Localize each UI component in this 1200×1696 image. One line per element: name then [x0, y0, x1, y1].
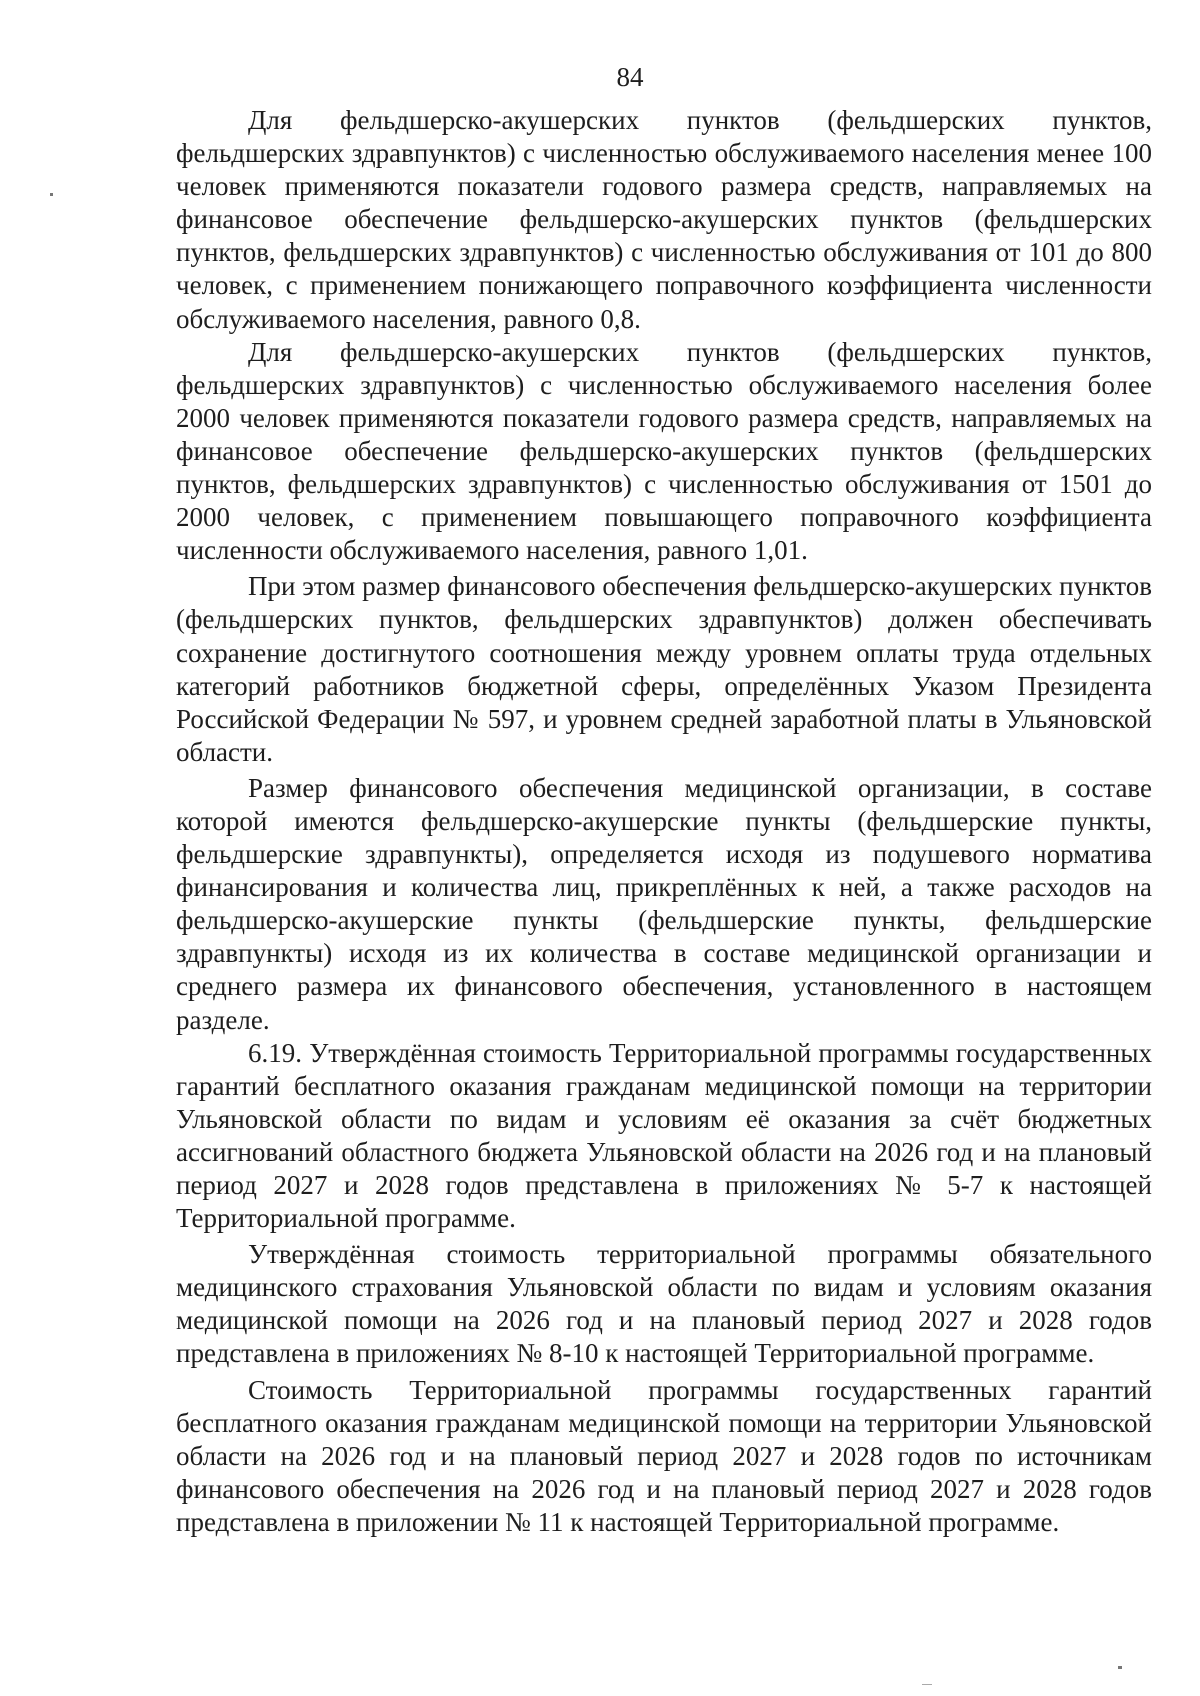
- paragraph-funding-size: Размер финансового обеспечения медицинской организации, в составе которой имеются фельдшерско-акушерские пункты (фельдшерские пункты, фельдшерские здравпункты), определяется исходя из подушевого норматива финансирования и количества лиц, прикреплённых к ней, а также расходов на фельдшерско-акушерские пункты (фельдшерские пункты, фельдшерские здравпункты) исходя из их количества в составе медицинской организации и среднего размера их финансового обеспечения, установленного в настоящем разделе.: [176, 772, 1152, 1035]
- scan-speck: [50, 193, 53, 196]
- page-number: 84: [616, 62, 644, 92]
- paragraph-fap-over-2000: Для фельдшерско-акушерских пунктов (фельдшерских пунктов, фельдшерских здравпунктов) с численностью обслуживаемого населения более 2000 человек применяются показатели годового размера средств, направляемых на финансовое обеспечение фельдшерско-акушерских пунктов (фельдшерских пунктов, фельдшерских здравпунктов) с численностью обслуживания от 1501 до 2000 человек, с применением повышающего поправочного коэффициента численности обслуживаемого населения, равного 1,01.: [176, 336, 1152, 566]
- paragraph-salary-ratio: При этом размер финансового обеспечения фельдшерско-акушерских пунктов (фельдшерских пунктов, фельдшерских здравпунктов) должен обеспечивать сохранение достигнутого соотношения между уровнем оплаты труда отдельных категорий работников бюджетной сферы, определённых Указом Президента Российской Федерации № 597, и уровнем средней заработной платы в Ульяновской области.: [176, 571, 1152, 767]
- scan-speck: [922, 1684, 932, 1685]
- paragraph-sources-cost: Стоимость Территориальной программы государственных гарантий бесплатного оказания гражданам медицинской помощи на территории Ульяновской области на 2026 год и на плановый период 2027 и 2028 годов по источникам финансового обеспечения на 2026 год и на плановый период 2027 и 2028 годов представлена в приложении № 11 к настоящей Территориальной программе.: [176, 1374, 1152, 1537]
- scan-speck: [1118, 1666, 1122, 1669]
- paragraph-6-19: 6.19. Утверждённая стоимость Территориальной программы государственных гарантий бесплатного оказания гражданам медицинской помощи на территории Ульяновской области по видам и условиям её оказания за счёт бюджетных ассигнований областного бюджета Ульяновской области на 2026 год и на плановый период 2027 и 2028 годов представлена в приложениях № 5-7 к настоящей Территориальной программе.: [176, 1037, 1152, 1234]
- document-body: [176, 104, 1152, 1539]
- paragraph-oms-cost: Утверждённая стоимость территориальной программы обязательного медицинского страхования Ульяновской области по видам и условиям оказания медицинской помощи на 2026 год и на плановый период 2027 и 2028 годов представлена в приложениях № 8-10 к настоящей Территориальной программе.: [176, 1239, 1152, 1369]
- paragraph-fap-under-100: Для фельдшерско-акушерских пунктов (фельдшерских пунктов, фельдшерских здравпунктов) с численностью обслуживаемого населения менее 100 человек применяются показатели годового размера средств, направляемых на финансовое обеспечение фельдшерско-акушерских пунктов (фельдшерских пунктов, фельдшерских здравпунктов) с численностью обслуживания от 101 до 800 человек, с применением понижающего поправочного коэффициента численности обслуживаемого населения, равного 0,8.: [176, 105, 1152, 334]
